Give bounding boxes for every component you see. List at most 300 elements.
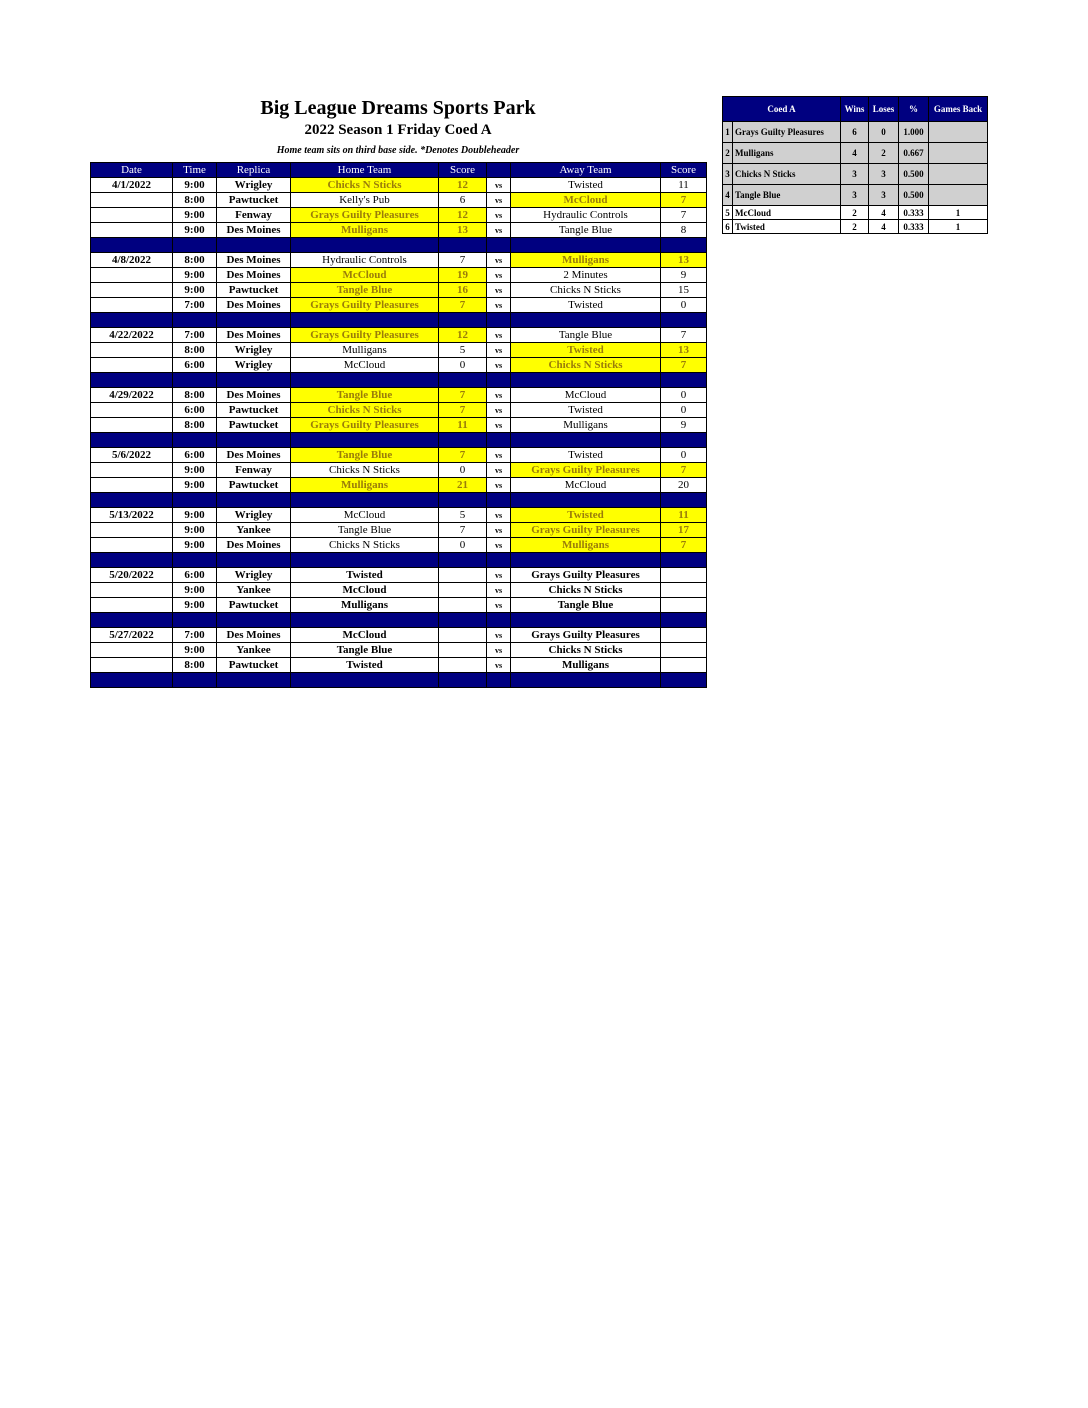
- standings-row: [723, 220, 988, 234]
- standings-rank: 1: [723, 122, 733, 143]
- table-row: [91, 448, 707, 463]
- week-separator: [91, 613, 707, 628]
- game-field: Pawtucket: [217, 403, 291, 418]
- game-field: Des Moines: [217, 223, 291, 238]
- standings-col-pct: %: [899, 97, 929, 122]
- separator-cell: [217, 613, 291, 628]
- separator-cell: [487, 493, 511, 508]
- separator-cell: [173, 673, 217, 688]
- separator-cell: [487, 673, 511, 688]
- standings-loses: 0: [869, 122, 899, 143]
- game-time: 9:00: [173, 523, 217, 538]
- away-team: Chicks N Sticks: [511, 358, 661, 373]
- separator-cell: [291, 238, 439, 253]
- separator-cell: [291, 373, 439, 388]
- game-field: Fenway: [217, 463, 291, 478]
- game-date: [91, 343, 173, 358]
- game-field: Pawtucket: [217, 193, 291, 208]
- away-team: Twisted: [511, 403, 661, 418]
- table-row: [91, 658, 707, 673]
- home-team: Grays Guilty Pleasures: [291, 208, 439, 223]
- standings-games-back: [929, 185, 988, 206]
- separator-cell: [511, 373, 661, 388]
- standings-rank: 5: [723, 206, 733, 220]
- separator-cell: [487, 313, 511, 328]
- table-row: [91, 268, 707, 283]
- separator-cell: [291, 493, 439, 508]
- away-score: 8: [661, 223, 707, 238]
- home-team: Hydraulic Controls: [291, 253, 439, 268]
- table-row: [91, 628, 707, 643]
- home-team: Twisted: [291, 568, 439, 583]
- standings-col-division: Coed A: [723, 97, 841, 122]
- away-score: [661, 658, 707, 673]
- home-score: [439, 658, 487, 673]
- standings-wins: 6: [841, 122, 869, 143]
- away-team: Chicks N Sticks: [511, 643, 661, 658]
- separator-cell: [511, 493, 661, 508]
- separator-cell: [173, 553, 217, 568]
- home-team: Tangle Blue: [291, 283, 439, 298]
- separator-cell: [439, 313, 487, 328]
- home-score: 12: [439, 178, 487, 193]
- page-title: Big League Dreams Sports Park: [260, 97, 536, 119]
- home-score: [439, 568, 487, 583]
- home-team: McCloud: [291, 628, 439, 643]
- game-time: 7:00: [173, 628, 217, 643]
- standings-loses: 2: [869, 143, 899, 164]
- game-date: 4/29/2022: [91, 388, 173, 403]
- standings-rank: 2: [723, 143, 733, 164]
- home-team: Tangle Blue: [291, 448, 439, 463]
- standings-pct: 1.000: [899, 122, 929, 143]
- vs-label: vs: [487, 508, 511, 523]
- home-score: 12: [439, 328, 487, 343]
- schedule-table: [90, 162, 707, 688]
- away-score: 0: [661, 298, 707, 313]
- vs-label: vs: [487, 178, 511, 193]
- table-row: [91, 583, 707, 598]
- schedule-body: [91, 178, 707, 688]
- away-score: 13: [661, 253, 707, 268]
- standings-pct: 0.667: [899, 143, 929, 164]
- away-team: Mulligans: [511, 418, 661, 433]
- week-separator: [91, 433, 707, 448]
- standings-row: [723, 206, 988, 220]
- game-time: 9:00: [173, 268, 217, 283]
- standings-games-back: [929, 122, 988, 143]
- table-row: [91, 478, 707, 493]
- col-vs: [487, 163, 511, 178]
- game-date: [91, 523, 173, 538]
- away-score: 0: [661, 448, 707, 463]
- standings-wins: 2: [841, 220, 869, 234]
- game-date: 5/13/2022: [91, 508, 173, 523]
- away-score: 7: [661, 538, 707, 553]
- standings-wins: 4: [841, 143, 869, 164]
- standings-table: [722, 96, 988, 234]
- separator-cell: [173, 313, 217, 328]
- separator-cell: [439, 673, 487, 688]
- away-score: 9: [661, 268, 707, 283]
- standings-pct: 0.333: [899, 220, 929, 234]
- table-row: [91, 508, 707, 523]
- away-team: Grays Guilty Pleasures: [511, 463, 661, 478]
- separator-cell: [91, 673, 173, 688]
- game-time: 6:00: [173, 568, 217, 583]
- vs-label: vs: [487, 343, 511, 358]
- table-row: [91, 178, 707, 193]
- game-field: Wrigley: [217, 358, 291, 373]
- home-score: 13: [439, 223, 487, 238]
- vs-label: vs: [487, 583, 511, 598]
- home-score: 7: [439, 448, 487, 463]
- standings-team: Grays Guilty Pleasures: [733, 122, 841, 143]
- game-field: Pawtucket: [217, 418, 291, 433]
- home-team: McCloud: [291, 358, 439, 373]
- game-field: Yankee: [217, 643, 291, 658]
- away-team: Hydraulic Controls: [511, 208, 661, 223]
- separator-cell: [91, 613, 173, 628]
- vs-label: vs: [487, 643, 511, 658]
- separator-cell: [91, 238, 173, 253]
- game-field: Wrigley: [217, 178, 291, 193]
- separator-cell: [217, 373, 291, 388]
- separator-cell: [291, 673, 439, 688]
- table-row: [91, 643, 707, 658]
- separator-cell: [661, 553, 707, 568]
- standings-row: [723, 185, 988, 206]
- game-time: 8:00: [173, 343, 217, 358]
- home-team: Chicks N Sticks: [291, 403, 439, 418]
- home-score: 7: [439, 523, 487, 538]
- game-time: 9:00: [173, 463, 217, 478]
- vs-label: vs: [487, 463, 511, 478]
- game-field: Pawtucket: [217, 478, 291, 493]
- game-date: [91, 583, 173, 598]
- vs-label: vs: [487, 193, 511, 208]
- separator-cell: [511, 238, 661, 253]
- home-team: McCloud: [291, 583, 439, 598]
- game-field: Wrigley: [217, 568, 291, 583]
- separator-cell: [487, 433, 511, 448]
- game-field: Des Moines: [217, 538, 291, 553]
- separator-cell: [511, 613, 661, 628]
- game-date: 5/6/2022: [91, 448, 173, 463]
- table-row: [91, 538, 707, 553]
- separator-cell: [487, 553, 511, 568]
- home-team: Mulligans: [291, 223, 439, 238]
- game-date: [91, 478, 173, 493]
- home-score: 16: [439, 283, 487, 298]
- separator-cell: [217, 433, 291, 448]
- away-score: [661, 583, 707, 598]
- away-team: Twisted: [511, 448, 661, 463]
- away-team: Twisted: [511, 178, 661, 193]
- separator-cell: [91, 553, 173, 568]
- home-score: 21: [439, 478, 487, 493]
- vs-label: vs: [487, 388, 511, 403]
- home-team: Grays Guilty Pleasures: [291, 298, 439, 313]
- home-team: Twisted: [291, 658, 439, 673]
- col-away-team: Away Team: [511, 163, 661, 178]
- away-team: Grays Guilty Pleasures: [511, 568, 661, 583]
- game-field: Des Moines: [217, 328, 291, 343]
- table-row: [91, 358, 707, 373]
- game-time: 9:00: [173, 223, 217, 238]
- separator-cell: [439, 433, 487, 448]
- home-score: 7: [439, 388, 487, 403]
- game-date: [91, 463, 173, 478]
- standings-games-back: [929, 143, 988, 164]
- game-date: 4/8/2022: [91, 253, 173, 268]
- away-team: Grays Guilty Pleasures: [511, 523, 661, 538]
- separator-cell: [439, 553, 487, 568]
- standings-team: Mulligans: [733, 143, 841, 164]
- week-separator: [91, 493, 707, 508]
- separator-cell: [173, 373, 217, 388]
- standings-rank: 3: [723, 164, 733, 185]
- table-row: [91, 523, 707, 538]
- separator-cell: [291, 313, 439, 328]
- standings-loses: 4: [869, 206, 899, 220]
- vs-label: vs: [487, 523, 511, 538]
- table-row: [91, 403, 707, 418]
- vs-label: vs: [487, 223, 511, 238]
- away-team: McCloud: [511, 478, 661, 493]
- away-score: 7: [661, 463, 707, 478]
- table-row: [91, 598, 707, 613]
- game-time: 7:00: [173, 298, 217, 313]
- table-row: [91, 298, 707, 313]
- separator-cell: [217, 313, 291, 328]
- away-score: 0: [661, 388, 707, 403]
- away-team: Tangle Blue: [511, 223, 661, 238]
- week-separator: [91, 313, 707, 328]
- game-time: 6:00: [173, 403, 217, 418]
- away-team: Chicks N Sticks: [511, 283, 661, 298]
- separator-cell: [661, 238, 707, 253]
- week-separator: [91, 238, 707, 253]
- away-score: 11: [661, 508, 707, 523]
- standings-games-back: 1: [929, 206, 988, 220]
- col-away-score: Score: [661, 163, 707, 178]
- game-time: 6:00: [173, 358, 217, 373]
- separator-cell: [173, 613, 217, 628]
- game-field: Des Moines: [217, 448, 291, 463]
- away-team: Twisted: [511, 508, 661, 523]
- table-row: [91, 418, 707, 433]
- standings-rank: 4: [723, 185, 733, 206]
- game-field: Des Moines: [217, 388, 291, 403]
- game-date: 4/1/2022: [91, 178, 173, 193]
- table-row: [91, 343, 707, 358]
- game-time: 8:00: [173, 193, 217, 208]
- col-home-team: Home Team: [291, 163, 439, 178]
- away-score: [661, 643, 707, 658]
- game-field: Pawtucket: [217, 283, 291, 298]
- page-subtitle: 2022 Season 1 Friday Coed A: [304, 122, 492, 138]
- game-time: 9:00: [173, 283, 217, 298]
- standings-col-games-back: Games Back: [929, 97, 988, 122]
- separator-cell: [217, 493, 291, 508]
- vs-label: vs: [487, 253, 511, 268]
- game-field: Des Moines: [217, 628, 291, 643]
- game-date: [91, 358, 173, 373]
- separator-cell: [661, 433, 707, 448]
- game-field: Yankee: [217, 583, 291, 598]
- standings-pct: 0.500: [899, 185, 929, 206]
- standings-pct: 0.500: [899, 164, 929, 185]
- home-score: 7: [439, 298, 487, 313]
- away-team: Twisted: [511, 343, 661, 358]
- standings-pct: 0.333: [899, 206, 929, 220]
- table-row: [91, 568, 707, 583]
- separator-cell: [291, 553, 439, 568]
- vs-label: vs: [487, 658, 511, 673]
- away-score: [661, 598, 707, 613]
- home-team: Mulligans: [291, 478, 439, 493]
- separator-cell: [661, 613, 707, 628]
- game-time: 6:00: [173, 448, 217, 463]
- vs-label: vs: [487, 418, 511, 433]
- separator-cell: [661, 313, 707, 328]
- home-score: 0: [439, 463, 487, 478]
- away-score: 11: [661, 178, 707, 193]
- separator-cell: [661, 373, 707, 388]
- separator-cell: [91, 373, 173, 388]
- away-score: 17: [661, 523, 707, 538]
- home-team: Tangle Blue: [291, 523, 439, 538]
- week-separator: [91, 553, 707, 568]
- separator-cell: [511, 673, 661, 688]
- standings-col-wins: Wins: [841, 97, 869, 122]
- game-date: 5/20/2022: [91, 568, 173, 583]
- table-row: [91, 463, 707, 478]
- game-field: Des Moines: [217, 268, 291, 283]
- separator-cell: [91, 493, 173, 508]
- game-date: [91, 403, 173, 418]
- standings-games-back: 1: [929, 220, 988, 234]
- standings-wins: 3: [841, 164, 869, 185]
- standings-team: McCloud: [733, 206, 841, 220]
- game-date: [91, 658, 173, 673]
- separator-cell: [511, 313, 661, 328]
- away-score: [661, 628, 707, 643]
- away-score: 20: [661, 478, 707, 493]
- separator-cell: [487, 238, 511, 253]
- game-time: 8:00: [173, 658, 217, 673]
- game-date: [91, 418, 173, 433]
- away-score: [661, 568, 707, 583]
- home-team: Kelly's Pub: [291, 193, 439, 208]
- home-team: Tangle Blue: [291, 388, 439, 403]
- separator-cell: [291, 613, 439, 628]
- week-separator: [91, 373, 707, 388]
- away-team: Mulligans: [511, 658, 661, 673]
- separator-cell: [217, 553, 291, 568]
- game-time: 9:00: [173, 598, 217, 613]
- col-replica: Replica: [217, 163, 291, 178]
- vs-label: vs: [487, 358, 511, 373]
- game-field: Yankee: [217, 523, 291, 538]
- vs-label: vs: [487, 598, 511, 613]
- home-score: 11: [439, 418, 487, 433]
- separator-cell: [173, 493, 217, 508]
- table-row: [91, 253, 707, 268]
- page-note: Home team sits on third base side. *Denotes Doubleheader: [276, 145, 520, 156]
- vs-label: vs: [487, 538, 511, 553]
- away-team: Tangle Blue: [511, 598, 661, 613]
- separator-cell: [291, 433, 439, 448]
- home-score: [439, 583, 487, 598]
- game-date: [91, 598, 173, 613]
- standings-loses: 3: [869, 185, 899, 206]
- table-row: [91, 328, 707, 343]
- game-date: 4/22/2022: [91, 328, 173, 343]
- home-team: McCloud: [291, 268, 439, 283]
- game-field: Des Moines: [217, 298, 291, 313]
- away-score: 9: [661, 418, 707, 433]
- home-score: 7: [439, 253, 487, 268]
- table-row: [91, 388, 707, 403]
- game-field: Pawtucket: [217, 598, 291, 613]
- separator-cell: [439, 373, 487, 388]
- game-time: 9:00: [173, 643, 217, 658]
- table-row: [91, 208, 707, 223]
- away-team: Tangle Blue: [511, 328, 661, 343]
- game-time: 8:00: [173, 388, 217, 403]
- away-team: Mulligans: [511, 538, 661, 553]
- home-score: 6: [439, 193, 487, 208]
- standings-team: Twisted: [733, 220, 841, 234]
- home-team: Chicks N Sticks: [291, 463, 439, 478]
- standings-body: [723, 122, 988, 234]
- standings-header-row: [723, 97, 988, 122]
- separator-cell: [173, 238, 217, 253]
- separator-cell: [487, 373, 511, 388]
- away-score: 7: [661, 358, 707, 373]
- game-date: [91, 208, 173, 223]
- away-team: McCloud: [511, 193, 661, 208]
- separator-cell: [439, 493, 487, 508]
- table-row: [91, 223, 707, 238]
- vs-label: vs: [487, 208, 511, 223]
- away-team: 2 Minutes: [511, 268, 661, 283]
- away-score: 0: [661, 403, 707, 418]
- home-score: 0: [439, 538, 487, 553]
- separator-cell: [173, 433, 217, 448]
- col-date: Date: [91, 163, 173, 178]
- away-team: Chicks N Sticks: [511, 583, 661, 598]
- standings-rank: 6: [723, 220, 733, 234]
- vs-label: vs: [487, 403, 511, 418]
- home-team: Mulligans: [291, 598, 439, 613]
- game-date: [91, 538, 173, 553]
- away-score: 7: [661, 208, 707, 223]
- vs-label: vs: [487, 628, 511, 643]
- vs-label: vs: [487, 478, 511, 493]
- separator-cell: [439, 613, 487, 628]
- home-team: Tangle Blue: [291, 643, 439, 658]
- standings-team: Tangle Blue: [733, 185, 841, 206]
- home-score: 7: [439, 403, 487, 418]
- separator-cell: [217, 238, 291, 253]
- col-time: Time: [173, 163, 217, 178]
- game-time: 7:00: [173, 328, 217, 343]
- standings-team: Chicks N Sticks: [733, 164, 841, 185]
- separator-cell: [661, 673, 707, 688]
